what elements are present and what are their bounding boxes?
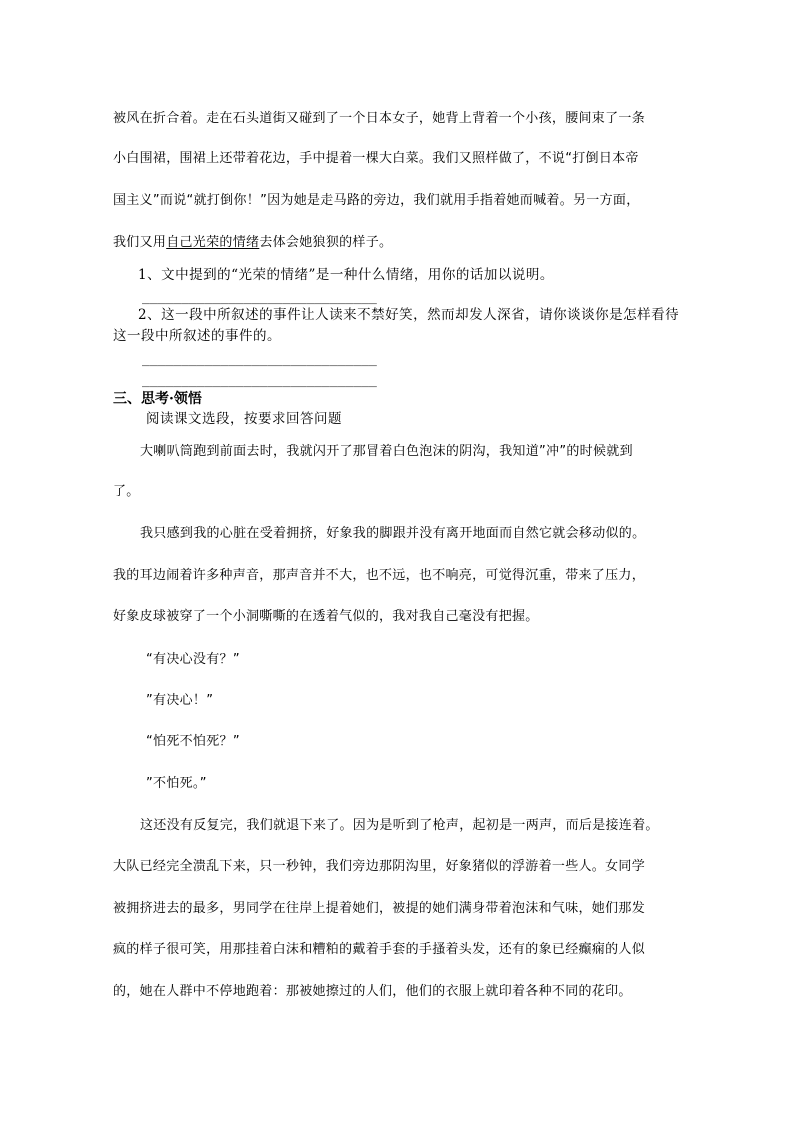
passage1-line-2: 小白围裙，围裙上还带着花边，手中提着一棵大白菜。我们又照样做了，不说“打倒日本帝 bbox=[113, 151, 639, 166]
dialogue-line-2: ”有决心！” bbox=[146, 693, 214, 708]
passage2-line-9: 疯的样子很可笑，用那挂着白沫和糟粕的戴着手套的手搔着头发，还有的象已经癫痫的人似 bbox=[113, 942, 646, 957]
question-1: 1、文中提到的“光荣的情绪”是一种什么情绪，用你的话加以说明。 bbox=[138, 267, 554, 283]
question-2-answer-blank-1[interactable]: ______________________________ bbox=[142, 352, 377, 367]
passage1-line-1: 被风在折合着。走在石头道街又碰到了一个日本女子，她背上背着一个小孩，腰间束了一条 bbox=[113, 111, 646, 126]
dialogue-line-1: “有决心没有？” bbox=[146, 652, 240, 667]
passage2-line-2: 了。 bbox=[113, 484, 140, 499]
dialogue-line-4: ”不怕死。” bbox=[146, 776, 207, 791]
passage1-line-4-suffix: 去体会她狼狈的样子。 bbox=[259, 235, 393, 250]
passage1-line-3: 国主义”而说“就打倒你！”因为她是走马路的旁边，我们就用手指着她而喊着。另一方面， bbox=[113, 193, 640, 208]
passage2-line-8: 被拥挤进去的最多，男同学在往岸上提着她们，被提的她们满身带着泡沫和气味，她们那发 bbox=[113, 901, 646, 916]
section-3-instruction: 阅读课文选段，按要求回答问题 bbox=[146, 411, 342, 427]
dialogue-line-3: “怕死不怕死？” bbox=[146, 734, 240, 749]
question-1-answer-blank[interactable]: ______________________________ bbox=[142, 290, 377, 305]
question-2-line-2: 这一段中所叙述的事件的。 bbox=[113, 328, 281, 344]
passage2-line-7: 大队已经完全溃乱下来，只一秒钟，我们旁边那阴沟里，好象猪似的浮游着一些人。女同学 bbox=[113, 859, 646, 874]
section-3-heading: 三、思考·领悟 bbox=[113, 391, 202, 407]
glorious-emotion-underlined: 自己光荣的情绪 bbox=[166, 235, 260, 250]
passage2-line-1: 大喇叭筒跑到前面去时，我就闪开了那冒着白色泡沫的阴沟，我知道”冲”的时候就到 bbox=[140, 444, 633, 459]
passage1-line-4-prefix: 我们又用 bbox=[113, 235, 167, 250]
passage2-line-5: 好象皮球被穿了一个小洞嘶嘶的在透着气似的，我对我自己毫没有把握。 bbox=[113, 609, 539, 624]
passage2-line-3: 我只感到我的心脏在受着拥挤，好象我的脚跟并没有离开地面而自然它就会移动似的。 bbox=[140, 526, 646, 541]
passage2-line-4: 我的耳边闹着许多种声音，那声音并不大，也不远，也不响亮，可觉得沉重，带来了压力， bbox=[113, 568, 646, 583]
passage2-line-6: 这还没有反复完，我们就退下来了。因为是听到了枪声，起初是一两声，而后是接连着。 bbox=[140, 818, 659, 833]
passage2-line-10: 的，她在人群中不停地跑着：那被她擦过的人们，他们的衣服上就印着各种不同的花印。 bbox=[113, 984, 632, 999]
question-2-answer-blank-2[interactable]: ______________________________ bbox=[142, 373, 377, 388]
passage1-line-4 bbox=[113, 234, 392, 252]
question-2-line-1: 2、这一段中所叙述的事件让人读来不禁好笑，然而却发人深省，请你谈谈你是怎样看待 bbox=[138, 307, 680, 323]
